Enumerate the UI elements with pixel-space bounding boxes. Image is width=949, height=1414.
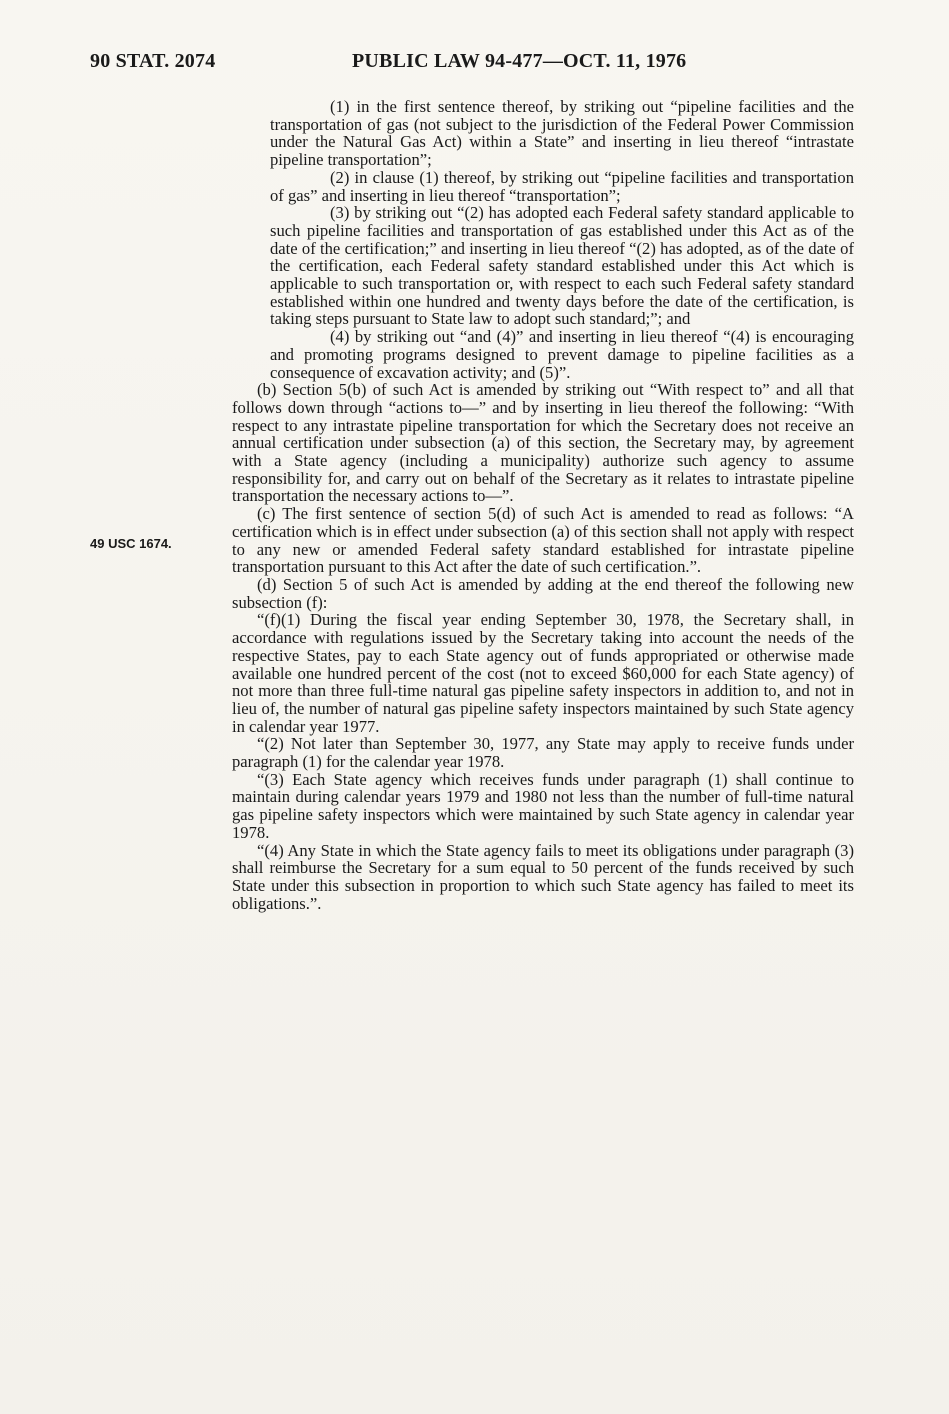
body-text — [232, 98, 854, 912]
bleed-through — [110, 200, 220, 212]
paragraph-f3: “(3) Each State agency which receives funds under paragraph (1) shall continue to maintain during calendar years 1979 and 1980 not less than the number of full-time natural gas pipeline safety inspectors which were maintained by such State agency in calendar year 1978. — [232, 769, 854, 842]
paragraph-f2: “(2) Not later than September 30, 1977, any State may apply to receive funds under paragraph (1) for the calendar year 1978. — [232, 734, 854, 772]
paragraph-clause-2: (2) in clause (1) thereof, by striking out “pipeline facilities and transportation of gas” and inserting in lieu thereof “transportation”; — [270, 167, 854, 205]
paragraph-clause-4: (4) by striking out “and (4)” and inserting in lieu thereof “(4) is encouraging and promoting programs designed to prevent damage to pipeline facilities as a consequence of excavation activity; and (5)”. — [270, 327, 854, 382]
stat-reference: 90 STAT. 2074 — [90, 50, 216, 72]
margin-note-usc: 49 USC 1674. — [90, 536, 172, 551]
running-head — [90, 50, 870, 76]
paragraph-f4: “(4) Any State in which the State agency fails to meet its obligations under paragraph (3) shall reimburse the Secretary for a sum equal to 50 percent of the funds received by such State under this subsection in proportion to which such State agency has failed to meet its obligations.”. — [232, 840, 854, 913]
paragraph-clause-1: (1) in the first sentence thereof, by striking out “pipeline facilities and the transportation of gas (not subject to the jurisdiction of the Federal Power Commission under the Natural Gas Act) within a State” and inserting in lieu thereof “intrastate pipeline transportation”; — [270, 97, 854, 170]
paragraph-subsection-c: (c) The first sentence of section 5(d) of such Act is amended to read as follows: “A certification which is in effect under subsection (a) of this section shall not apply with respect to any new or amended Federal safety standard established for intrastate pipeline transportation pursuant to this Act after the date of such certification.”. — [232, 504, 854, 577]
paragraph-subsection-b: (b) Section 5(b) of such Act is amended by striking out “With respect to” and all that follows down through “actions to—” and by inserting in lieu thereof the following: “With respect to any intrastate pipeline transportation for which the Secretary does not receive an annual certification under subsection (a) of this section, the Secretary may, by agreement with a State agency (including a municipality) authorize such agency to assume responsibility for, and carry out on behalf of the Secretary as it relates to intrastate pipeline transportation the necessary actions to—”. — [232, 380, 854, 506]
law-title: PUBLIC LAW 94-477—OCT. 11, 1976 — [352, 50, 687, 72]
paragraph-f1: “(f)(1) During the fiscal year ending September 30, 1978, the Secretary shall, in accordance with regulations issued by the Secretary taking into account the needs of the respective States, pay to each State agency out of funds appropriated or otherwise made available one hundred percent of the cost (not to exceed $60,000 for each State agency) of not more than three full-time natural gas pipeline safety inspectors in addition to, and not in lieu of, the number of natural gas pipeline safety inspectors maintained by such State agency in calendar year 1977. — [232, 610, 854, 736]
paragraph-subsection-d: (d) Section 5 of such Act is amended by adding at the end thereof the following new subsection (f): — [232, 574, 854, 612]
paragraph-clause-3: (3) by striking out “(2) has adopted each Federal safety standard applicable to such pipeline facilities and transportation of gas established under this Act as of the date of the certification;” and inserting in lieu thereof “(2) has adopted, as of the date of the certification, each Federal safety standard established under this Act which is applicable to such transportation or, with respect to each such Federal safety standard established within one hundred and twenty days before the date of the certification, is taking steps pursuant to State law to adopt such standard;”; and — [270, 203, 854, 329]
